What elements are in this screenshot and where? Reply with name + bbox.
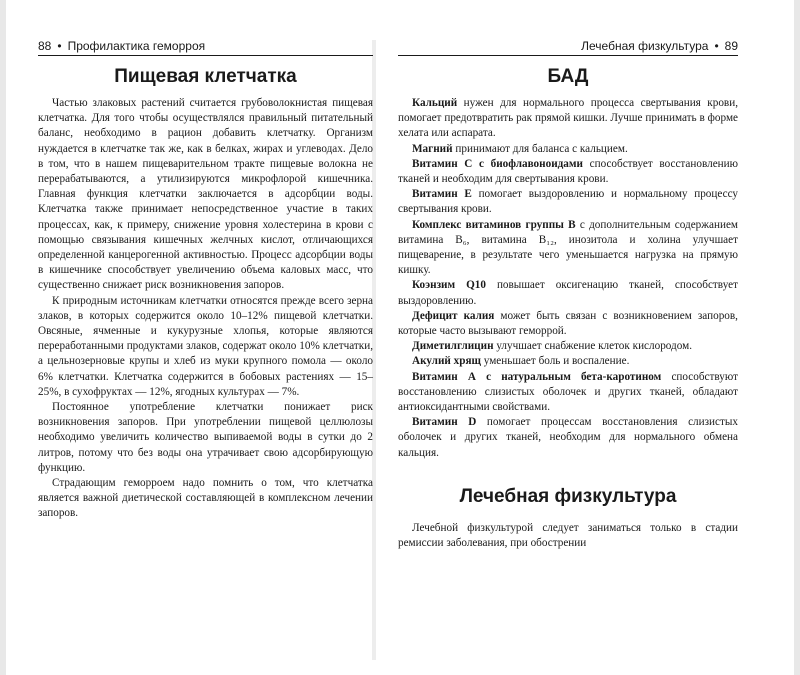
supplement-description: помогает процессам восстановления слизистых оболочек и других тканей, необходим для нормального обмена кальция. — [398, 416, 738, 459]
supplement-item — [398, 96, 738, 142]
right-head-separator: • — [714, 39, 719, 53]
page-edge-right — [794, 0, 800, 675]
supplement-description: может быть связан с возникновением запоров, которые часто вызывают геморрой. — [398, 309, 738, 338]
supplement-description: с дополнительным содержанием витамина B₆, витамина B₁₂, инозитола и холина улучшает пищеварение, в результате чего уменьшается нагрузка на прямую кишку. — [398, 218, 738, 277]
section-heading-fiber: Пищевая клетчатка — [114, 66, 297, 87]
left-paragraph-2: К природным источникам клетчатки относятся прежде всего зерна злаков, в которых содержится около 10–12% пищевой клетчатки. Овсяные, ячменные и кукурузные хлопья, которые являются переработанными продуктами злаков, содержат около 10% клетчатки, а цельнозерновые крупы и хлеб из муки крупного помола — около 6% клетчатки. Клетчатка содержится в бобовых растениях — 15–25%, в сухофруктах — 12%, ягодных культурах — 7%. — [38, 294, 373, 398]
supplement-description: улучшает снабжение клеток кислородом. — [493, 340, 693, 353]
left-paragraph-3: Постоянное употребление клетчатки понижает риск возникновения запоров. При употреблении пищевой целлюлозы необходимо увеличить количество выпиваемой воды в сутки до 2 литров, потому что без воды она утрачивает свою адсорбирующую функцию. — [38, 401, 373, 474]
supplement-term: Витамин Е — [412, 188, 472, 201]
supplement-description: уменьшает боль и воспаление. — [480, 355, 630, 368]
supplement-description: нужен для нормального процесса свертывания крови, помогает предотвратить рак прямой кишки. Лучше принимать в форме хелата или аспарата. — [398, 97, 738, 140]
supplement-item — [398, 157, 738, 187]
supplement-item — [398, 278, 738, 308]
supplement-list — [398, 96, 738, 461]
supplement-term: Коэнзим Q10 — [412, 279, 486, 292]
right-page-number: 89 — [724, 39, 738, 53]
supplement-item — [398, 187, 738, 217]
supplement-item — [398, 309, 738, 339]
supplement-item — [398, 142, 738, 157]
supplement-term: Акулий хрящ — [412, 355, 481, 368]
supplement-term: Диметилглицин — [412, 340, 494, 353]
page-edge-left — [0, 0, 6, 675]
supplement-item — [398, 354, 738, 369]
supplement-item — [398, 415, 738, 461]
supplement-term: Витамин С с биофлавоноидами — [412, 157, 583, 170]
left-running-title: Профилактика геморроя — [67, 39, 206, 53]
supplement-description: способствует восстановлению тканей и необходим для свертывания крови. — [398, 157, 738, 186]
left-paragraph-4: Страдающим геморроем надо помнить о том, что клетчатка является важной диетической составляющей в комплексном лечении запоров. — [38, 477, 373, 520]
supplement-description: помогает выздоровлению и нормальному процессу свертывания крови. — [398, 188, 738, 216]
supplement-item — [398, 218, 738, 279]
supplement-description: повышает оксигенацию тканей, способствует выздоровлению. — [398, 279, 738, 307]
section-heading-supplements: БАД — [547, 66, 589, 87]
left-head-separator: • — [57, 39, 62, 53]
supplement-description: принимают для баланса с кальцием. — [452, 142, 628, 155]
supplement-term: Витамин D — [412, 416, 477, 429]
left-page-number: 88 — [38, 39, 52, 53]
supplement-item — [398, 370, 738, 416]
supplement-term: Комплекс витаминов группы В — [412, 218, 576, 231]
right-running-title: Лечебная физкультура — [581, 39, 709, 53]
supplement-term: Магний — [412, 142, 453, 155]
physiotherapy-paragraph: Лечебной физкультурой следует заниматься только в стадии ремиссии заболевания, при обострении — [398, 521, 738, 550]
supplement-term: Дефицит калия — [412, 309, 495, 322]
supplement-term: Витамин А с натуральным бета-каротином — [412, 370, 662, 383]
supplement-term: Кальций — [412, 97, 458, 109]
section-heading-physiotherapy: Лечебная физкультура — [459, 485, 677, 507]
right-running-head — [398, 38, 738, 56]
supplement-description: способствуют восстановлению слизистых оболочек и других тканей, обладают антиоксидантными свойствами. — [398, 370, 738, 414]
right-page — [398, 38, 738, 551]
left-page — [38, 38, 373, 522]
supplement-item — [398, 339, 738, 354]
left-paragraph-1: Частью злаковых растений считается грубоволокнистая пищевая клетчатка. Для того чтобы осуществлялся правильный питательный баланс, необходимо в рацион добавить клетчатку. Организм нуждается в клетчатке так же, как в белках, жирах и углеводах. Дело в том, что в нашем пищеварительном тракте пищевые волокна не перерабатываются, а утилизируются микрофлорой кишечника. Главная функция клетчатки заключается в адсорбции воды. Клетчатка также принимает непосредственное участие в таких процессах, как, к примеру, снижение уровня холестерина в крови с помощью связывания кишечных желчных кислот, отличающихся определенной канцерогенной активностью. Процесс адсорбции воды в кишечнике способствует увеличению объема каловых масс, что существенно снижает риск возникновения запоров. — [38, 97, 373, 292]
left-running-head — [38, 38, 373, 56]
